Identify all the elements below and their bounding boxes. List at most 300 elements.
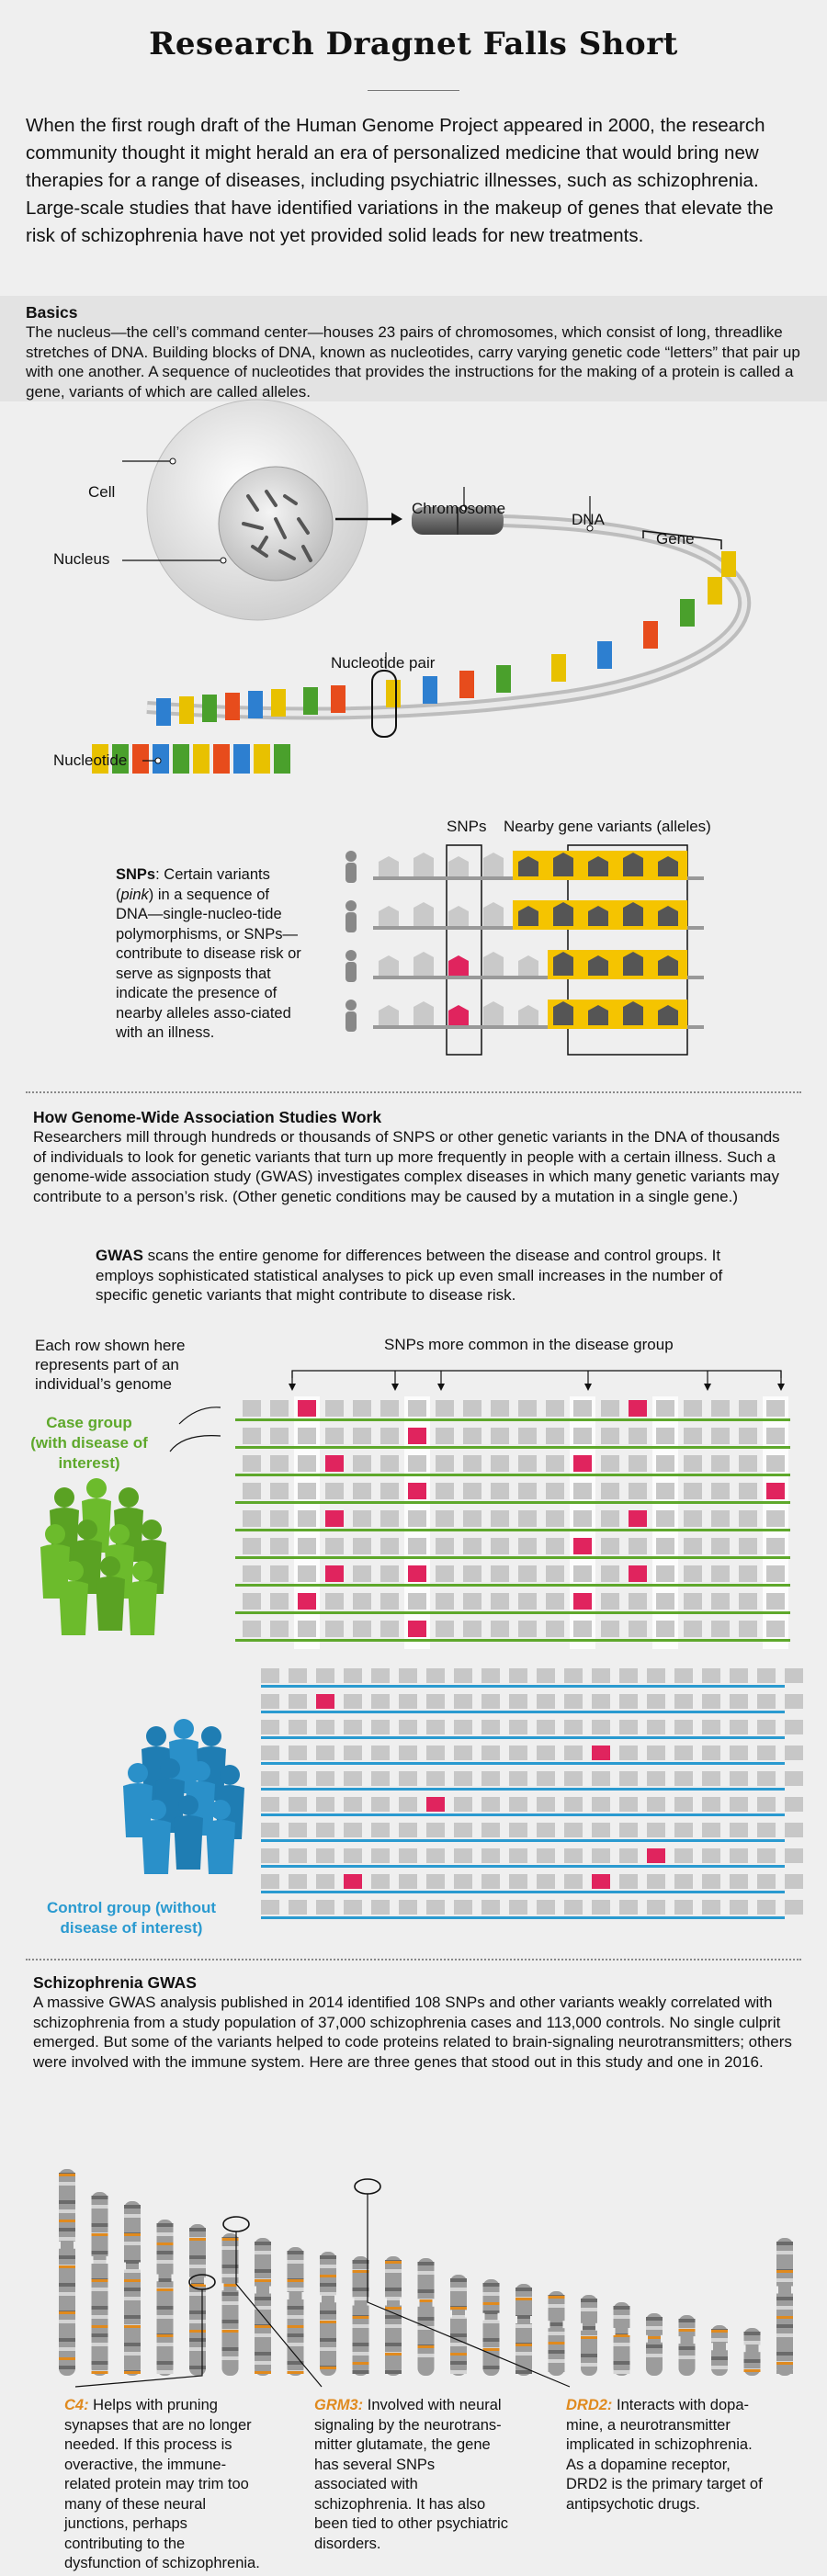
case-nucleotide (684, 1593, 702, 1610)
case-figure-head (132, 1561, 153, 1581)
control-nucleotide (785, 1694, 803, 1709)
control-nucleotide (426, 1874, 445, 1889)
control-nucleotide (454, 1823, 472, 1837)
case-nucleotide (463, 1400, 481, 1417)
case-nucleotide (243, 1400, 261, 1417)
label-cell: Cell (88, 483, 116, 501)
control-figure-head (210, 1800, 231, 1820)
snps-text-b: ) in a sequence of DNA—single-nucleo-tide polymorphisms, or SNPs—contribute to disease risk or serve as signposts that indicate the presence of nearby alleles asso-ciated with an illness. (116, 886, 301, 1041)
control-figure-head (174, 1719, 194, 1739)
case-row-line (235, 1418, 790, 1421)
case-nucleotide (546, 1538, 564, 1554)
control-nucleotide (481, 1874, 500, 1889)
control-nucleotide (399, 1694, 417, 1709)
case-nucleotide (270, 1593, 289, 1610)
control-nucleotide (592, 1668, 610, 1683)
case-nucleotide (656, 1455, 674, 1472)
control-nucleotide (261, 1874, 279, 1889)
case-nucleotide (380, 1483, 399, 1499)
chromosome (91, 2192, 109, 2376)
control-nucleotide (426, 1746, 445, 1760)
schizo-section (0, 1973, 827, 2072)
control-figure-body (142, 1820, 171, 1874)
control-nucleotide (674, 1900, 693, 1915)
control-nucleotide (647, 1771, 665, 1786)
case-nucleotide (298, 1455, 316, 1472)
control-nucleotide (481, 1668, 500, 1683)
case-row-line (235, 1474, 790, 1476)
control-nucleotide (785, 1668, 803, 1683)
control-nucleotide (454, 1874, 472, 1889)
case-nucleotide (463, 1483, 481, 1499)
control-nucleotide (619, 1848, 638, 1863)
control-nucleotide (757, 1874, 776, 1889)
case-nucleotide (739, 1510, 757, 1527)
page-title: Research Dragnet Falls Short (149, 26, 678, 62)
control-row-line (261, 1685, 785, 1688)
nucleotide (448, 856, 469, 876)
control-nucleotide (509, 1668, 527, 1683)
control-nucleotide (399, 1746, 417, 1760)
label-snps: SNPs (447, 818, 487, 835)
case-nucleotide (518, 1565, 537, 1582)
control-nucleotide (454, 1720, 472, 1734)
nucleotide (414, 1001, 434, 1025)
case-nucleotide (766, 1593, 785, 1610)
control-nucleotide (647, 1797, 665, 1812)
case-nucleotide (408, 1455, 426, 1472)
control-nucleotide (316, 1668, 334, 1683)
control-nucleotide (785, 1848, 803, 1863)
control-figure-body (174, 1815, 203, 1870)
control-nucleotide (289, 1771, 307, 1786)
control-nucleotide (426, 1900, 445, 1915)
control-nucleotide (730, 1694, 748, 1709)
control-nucleotide (647, 1874, 665, 1889)
control-nucleotide (289, 1694, 307, 1709)
control-nucleotide (344, 1797, 362, 1812)
case-nucleotide (739, 1455, 757, 1472)
control-nucleotide (481, 1848, 500, 1863)
control-row-line (261, 1762, 785, 1765)
control-nucleotide (371, 1746, 390, 1760)
case-nucleotide (353, 1483, 371, 1499)
nucleotide (483, 952, 504, 976)
control-nucleotide (454, 1746, 472, 1760)
case-nucleotide (380, 1621, 399, 1637)
control-nucleotide (289, 1900, 307, 1915)
control-nucleotide (564, 1900, 583, 1915)
case-nucleotide (766, 1455, 785, 1472)
gwas-scan-body: scans the entire genome for differences between the disease and control groups. It employs sophisticated statistical analyses to pick up even small increases in the number of specific genetic variants that might contribute to disease risk. (96, 1247, 723, 1304)
case-nucleotide (684, 1483, 702, 1499)
control-nucleotide (261, 1797, 279, 1812)
case-nucleotide (436, 1455, 454, 1472)
control-nucleotide (344, 1720, 362, 1734)
case-nucleotide (353, 1510, 371, 1527)
title-divider (368, 90, 459, 91)
label-nucleus: Nucleus (53, 550, 110, 568)
case-snp (325, 1455, 344, 1472)
control-nucleotide (399, 1668, 417, 1683)
schizo-text: A massive GWAS analysis published in 2014 identified 108 SNPs and other variants weakly correlated with schizophrenia from a study population of 37,000 schizophrenia cases and 113,000 controls. No single culprit emerged. But some of the variants helped to code proteins related to brain-signaling neurotransmitters; others were involved with the immune system. Here are three genes that stood out in this study and one in 2016. (33, 1994, 792, 2071)
case-nucleotide (436, 1538, 454, 1554)
case-nucleotide (325, 1483, 344, 1499)
case-nucleotide (408, 1593, 426, 1610)
control-nucleotide (674, 1668, 693, 1683)
chromosome (319, 2252, 337, 2376)
basics-heading: Basics (26, 303, 78, 322)
control-figure-head (146, 1726, 166, 1746)
case-snp (298, 1400, 316, 1417)
control-nucleotide (730, 1746, 748, 1760)
control-nucleotide (592, 1694, 610, 1709)
case-nucleotide (656, 1538, 674, 1554)
case-nucleotide (711, 1428, 730, 1444)
control-nucleotide (757, 1694, 776, 1709)
case-nucleotide (298, 1483, 316, 1499)
case-figure-body (96, 1576, 125, 1631)
case-figure-head (54, 1487, 74, 1508)
grm3-highlight (223, 2217, 249, 2231)
control-nucleotide (537, 1720, 555, 1734)
control-nucleotide (399, 1823, 417, 1837)
control-row-line (261, 1891, 785, 1893)
control-nucleotide (785, 1720, 803, 1734)
case-nucleotide (711, 1400, 730, 1417)
control-nucleotide (619, 1874, 638, 1889)
control-nucleotide (481, 1746, 500, 1760)
control-group-label: Control group (without disease of interest) (46, 1899, 217, 1937)
case-nucleotide (518, 1400, 537, 1417)
control-figure-head (160, 1758, 180, 1779)
case-row-line (235, 1501, 790, 1504)
basics-section (0, 303, 827, 401)
case-nucleotide (436, 1428, 454, 1444)
control-nucleotide (757, 1797, 776, 1812)
case-nucleotide (766, 1428, 785, 1444)
case-nucleotide (546, 1483, 564, 1499)
case-nucleotide (573, 1510, 592, 1527)
control-nucleotide (344, 1848, 362, 1863)
case-figure-head (100, 1556, 120, 1576)
control-nucleotide (426, 1720, 445, 1734)
control-nucleotide (702, 1797, 720, 1812)
chromosome (710, 2325, 729, 2376)
control-nucleotide (647, 1668, 665, 1683)
chromosome (123, 2201, 142, 2376)
case-nucleotide (298, 1565, 316, 1582)
control-nucleotide (537, 1797, 555, 1812)
control-nucleotide (289, 1746, 307, 1760)
drd2-highlight (355, 2179, 380, 2194)
case-nucleotide (601, 1621, 619, 1637)
control-nucleotide (757, 1848, 776, 1863)
case-snp (325, 1510, 344, 1527)
control-figure-body (206, 1820, 235, 1874)
control-nucleotide (481, 1771, 500, 1786)
case-nucleotide (573, 1400, 592, 1417)
case-nucleotide (656, 1483, 674, 1499)
control-nucleotide (564, 1874, 583, 1889)
snp-arrow-head (391, 1384, 399, 1391)
case-nucleotide (325, 1621, 344, 1637)
case-nucleotide (298, 1510, 316, 1527)
control-row-line (261, 1839, 785, 1842)
control-nucleotide (289, 1797, 307, 1812)
case-nucleotide (298, 1428, 316, 1444)
case-figure-head (77, 1520, 97, 1540)
gene-grm3-text: Involved with neural signaling by the neurotrans-mitter glutamate, the gene has several SNPs associated with schizophrenia. It has also been tied to other psychiatric disorders. (314, 2397, 508, 2552)
snp-nucleotide (448, 955, 469, 976)
control-nucleotide (702, 1848, 720, 1863)
case-nucleotide (463, 1621, 481, 1637)
control-nucleotide (592, 1848, 610, 1863)
row-note: Each row shown here represents part of an individual’s genome (35, 1337, 186, 1393)
case-nucleotide (243, 1428, 261, 1444)
control-nucleotide (509, 1848, 527, 1863)
chromosome (58, 2169, 76, 2376)
case-row-line (235, 1584, 790, 1587)
case-nucleotide (325, 1593, 344, 1610)
snp-arrow-head (289, 1384, 296, 1391)
case-nucleotide (766, 1621, 785, 1637)
control-nucleotide (371, 1720, 390, 1734)
gene-c4-text: Helps with pruning synapses that are no longer needed. If this process is overactive, the immune-related protein may trim too many of these neural junctions, perhaps contributing to the dysfunction of schizophrenia. (64, 2397, 260, 2571)
gene-drd2 (566, 2396, 763, 2514)
control-nucleotide (261, 1771, 279, 1786)
nucleotide (414, 902, 434, 926)
case-nucleotide (739, 1400, 757, 1417)
control-nucleotide (289, 1823, 307, 1837)
person-body (346, 863, 357, 883)
schizo-heading: Schizophrenia GWAS (33, 1973, 197, 1992)
case-figure-head (63, 1561, 84, 1581)
case-nucleotide (684, 1538, 702, 1554)
case-nucleotide (491, 1510, 509, 1527)
case-nucleotide (684, 1400, 702, 1417)
control-nucleotide (426, 1694, 445, 1709)
control-nucleotide (564, 1746, 583, 1760)
case-nucleotide (711, 1593, 730, 1610)
person-icon (346, 900, 357, 911)
case-nucleotide (629, 1428, 647, 1444)
case-row-line (235, 1639, 790, 1642)
case-nucleotide (243, 1593, 261, 1610)
control-nucleotide (261, 1900, 279, 1915)
control-nucleotide (426, 1771, 445, 1786)
case-nucleotide (463, 1593, 481, 1610)
case-group-label: Case group (with disease of interest) (30, 1414, 148, 1472)
chromosome (678, 2315, 697, 2376)
control-nucleotide (289, 1874, 307, 1889)
case-nucleotide (243, 1565, 261, 1582)
control-nucleotide (785, 1771, 803, 1786)
label-nucleotide: Nucleotide (53, 751, 128, 769)
case-nucleotide (629, 1483, 647, 1499)
note-arrow (179, 1407, 221, 1424)
control-nucleotide (702, 1720, 720, 1734)
chromosome (580, 2295, 598, 2376)
case-nucleotide (766, 1565, 785, 1582)
case-nucleotide (463, 1538, 481, 1554)
case-nucleotide (408, 1510, 426, 1527)
case-nucleotide (491, 1538, 509, 1554)
control-nucleotide (509, 1720, 527, 1734)
control-nucleotide (289, 1848, 307, 1863)
control-nucleotide (674, 1746, 693, 1760)
control-nucleotide (454, 1694, 472, 1709)
control-nucleotide (702, 1823, 720, 1837)
case-nucleotide (546, 1621, 564, 1637)
control-nucleotide (537, 1668, 555, 1683)
control-row-line (261, 1711, 785, 1713)
control-nucleotide (344, 1900, 362, 1915)
control-nucleotide (619, 1771, 638, 1786)
control-nucleotide (481, 1797, 500, 1812)
case-nucleotide (739, 1538, 757, 1554)
control-nucleotide (619, 1694, 638, 1709)
case-nucleotide (684, 1428, 702, 1444)
case-nucleotide (270, 1565, 289, 1582)
control-nucleotide (674, 1694, 693, 1709)
case-nucleotide (766, 1510, 785, 1527)
control-nucleotide (785, 1797, 803, 1812)
case-nucleotide (325, 1538, 344, 1554)
control-nucleotide (289, 1668, 307, 1683)
case-nucleotide (518, 1428, 537, 1444)
case-nucleotide (270, 1538, 289, 1554)
control-snp (592, 1874, 610, 1889)
case-nucleotide (353, 1565, 371, 1582)
control-nucleotide (344, 1694, 362, 1709)
control-nucleotide (757, 1720, 776, 1734)
control-nucleotide (674, 1720, 693, 1734)
control-nucleotide (509, 1746, 527, 1760)
case-nucleotide (491, 1428, 509, 1444)
control-nucleotide (399, 1900, 417, 1915)
control-nucleotide (371, 1694, 390, 1709)
control-nucleotide (454, 1848, 472, 1863)
control-nucleotide (399, 1874, 417, 1889)
chromosome (515, 2284, 533, 2376)
control-nucleotide (785, 1823, 803, 1837)
control-row-line (261, 1788, 785, 1791)
case-snp (408, 1428, 426, 1444)
control-figure-head (190, 1761, 210, 1781)
control-nucleotide (261, 1694, 279, 1709)
control-nucleotide (592, 1823, 610, 1837)
case-nucleotide (436, 1400, 454, 1417)
case-figure-head (86, 1478, 107, 1498)
case-nucleotide (546, 1565, 564, 1582)
control-figure-head (178, 1795, 198, 1815)
control-nucleotide (674, 1823, 693, 1837)
control-nucleotide (399, 1720, 417, 1734)
case-nucleotide (739, 1565, 757, 1582)
case-nucleotide (711, 1538, 730, 1554)
person-icon (346, 851, 357, 862)
control-nucleotide (454, 1797, 472, 1812)
control-nucleotide (481, 1900, 500, 1915)
control-nucleotide (316, 1874, 334, 1889)
control-nucleotide (757, 1900, 776, 1915)
case-nucleotide (656, 1400, 674, 1417)
person-body (346, 1011, 357, 1032)
snps-term: SNPs (116, 866, 156, 883)
nucleotide (379, 955, 399, 976)
case-nucleotide (684, 1455, 702, 1472)
control-nucleotide (619, 1720, 638, 1734)
case-figure-head (119, 1487, 139, 1508)
gene-grm3 (314, 2396, 511, 2554)
nucleotide (518, 1005, 538, 1025)
control-nucleotide (757, 1771, 776, 1786)
control-row-line (261, 1813, 785, 1816)
control-nucleotide (619, 1823, 638, 1837)
case-nucleotide (684, 1621, 702, 1637)
control-nucleotide (785, 1874, 803, 1889)
case-snp (573, 1455, 592, 1472)
case-snp (573, 1593, 592, 1610)
case-nucleotide (739, 1593, 757, 1610)
control-nucleotide (537, 1771, 555, 1786)
case-nucleotide (243, 1455, 261, 1472)
nucleotide (518, 955, 538, 976)
control-nucleotide (730, 1848, 748, 1863)
control-nucleotide (371, 1797, 390, 1812)
gwas-rows-graphic (0, 1350, 827, 1938)
case-nucleotide (601, 1593, 619, 1610)
control-nucleotide (537, 1694, 555, 1709)
nucleotide (379, 1005, 399, 1025)
control-nucleotide (316, 1797, 334, 1812)
control-nucleotide (619, 1797, 638, 1812)
control-nucleotide (647, 1823, 665, 1837)
person-body (346, 962, 357, 982)
control-nucleotide (730, 1797, 748, 1812)
chromosome (254, 2238, 272, 2376)
label-dna: DNA (572, 511, 605, 528)
control-nucleotide (481, 1720, 500, 1734)
intro-paragraph: When the first rough draft of the Human Genome Project appeared in 2000, the research community thought it might herald an era of personalized medicine that would bring new therapies for a range of diseases, including psychiatric illnesses, such as schizophrenia. Large-scale studies that have identified variations in the makeup of genes that elevate the risk of schizophrenia have not yet provided solid leads for new treatments. (26, 115, 774, 246)
nucleotide (379, 906, 399, 926)
control-nucleotide (702, 1694, 720, 1709)
snps-more-label: SNPs more common in the disease group (384, 1336, 674, 1353)
chromosome (417, 2258, 436, 2376)
control-nucleotide (674, 1848, 693, 1863)
case-nucleotide (243, 1510, 261, 1527)
chromosome (776, 2238, 794, 2376)
control-nucleotide (537, 1874, 555, 1889)
chromosome (743, 2328, 762, 2376)
case-nucleotide (518, 1483, 537, 1499)
chromosome (482, 2279, 501, 2376)
case-nucleotide (546, 1593, 564, 1610)
control-nucleotide (426, 1823, 445, 1837)
case-nucleotide (656, 1593, 674, 1610)
control-nucleotide (289, 1720, 307, 1734)
case-nucleotide (601, 1455, 619, 1472)
control-nucleotide (537, 1848, 555, 1863)
case-nucleotide (629, 1593, 647, 1610)
control-snp (426, 1797, 445, 1812)
control-nucleotide (647, 1746, 665, 1760)
case-nucleotide (353, 1400, 371, 1417)
case-nucleotide (766, 1400, 785, 1417)
chromosome-karyotype (0, 2146, 827, 2394)
gwas-scan-text (96, 1246, 776, 1305)
